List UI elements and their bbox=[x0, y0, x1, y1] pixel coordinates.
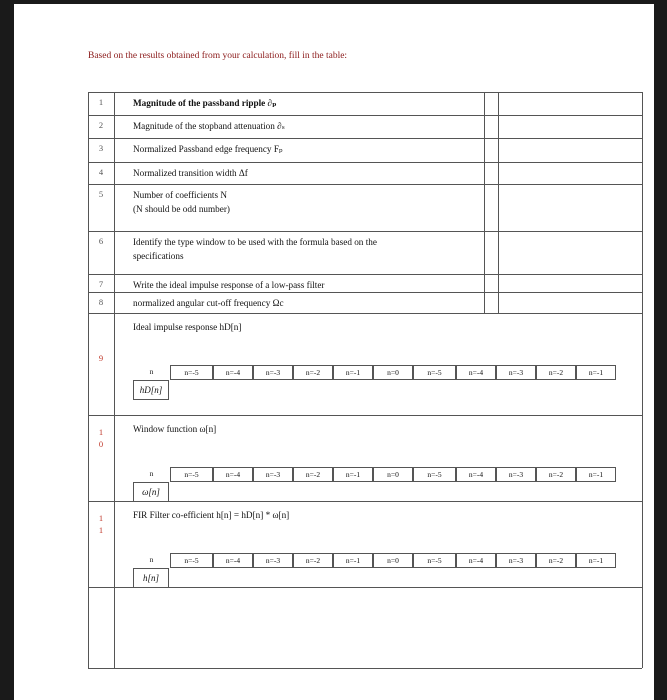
seq-header-cell: n=-4 bbox=[213, 365, 253, 380]
seq-header-cell: n=-5 bbox=[413, 553, 456, 568]
seq-header-cell: n=-3 bbox=[496, 467, 536, 482]
seq-header-cell: n=-3 bbox=[253, 467, 293, 482]
row-label: Ideal impulse response hD[n] bbox=[133, 322, 242, 332]
seq-header-cell: n=-2 bbox=[536, 553, 576, 568]
row-label: Identify the type window to be used with the formula based on the bbox=[133, 237, 377, 247]
table-row-rule bbox=[88, 587, 642, 588]
row-number: 1 bbox=[98, 427, 104, 437]
seq-header-cell: n=-5 bbox=[413, 365, 456, 380]
seq-header-cell: n=-3 bbox=[253, 553, 293, 568]
seq-header-cell: n=-1 bbox=[576, 467, 616, 482]
table-answer-rule-2 bbox=[498, 92, 499, 313]
row-label: normalized angular cut-off frequency Ωc bbox=[133, 298, 284, 308]
row-number: 4 bbox=[98, 167, 104, 177]
row-number: 1 bbox=[98, 525, 104, 535]
seq-header-cell: n=-2 bbox=[293, 467, 333, 482]
row-number: 1 bbox=[98, 513, 104, 523]
seq-header-cell: n=-2 bbox=[536, 467, 576, 482]
seq-header-cell: n=-4 bbox=[213, 553, 253, 568]
document-page bbox=[14, 4, 654, 700]
table-left-rule bbox=[88, 92, 89, 668]
table-row-rule bbox=[88, 274, 642, 275]
seq-header-cell: n=-2 bbox=[536, 365, 576, 380]
row-label-cont: specifications bbox=[133, 251, 184, 261]
row-label: Magnitude of the stopband attenuation ∂ₛ bbox=[133, 121, 285, 131]
seq-header-cell: n=-1 bbox=[333, 553, 373, 568]
row-number: 6 bbox=[98, 236, 104, 246]
seq-header-cell: n=-3 bbox=[253, 365, 293, 380]
seq-header-cell: n=-1 bbox=[333, 467, 373, 482]
table-row-rule bbox=[88, 92, 642, 93]
row-label: FIR Filter co-efficient h[n] = hD[n] * ω[n] bbox=[133, 510, 290, 520]
row-number: 0 bbox=[98, 439, 104, 449]
seq-header-cell: n=-1 bbox=[576, 365, 616, 380]
row-label: Window function ω[n] bbox=[133, 424, 217, 434]
seq-row-label: hD[n] bbox=[133, 380, 169, 400]
row-number: 7 bbox=[98, 279, 104, 289]
seq-header-cell: n=-3 bbox=[496, 553, 536, 568]
seq-header-cell: n bbox=[133, 467, 170, 482]
row-label: Magnitude of the passband ripple ∂ₚ bbox=[133, 98, 277, 108]
table-row-rule bbox=[88, 231, 642, 232]
row-label: Normalized Passband edge frequency Fₚ bbox=[133, 144, 283, 154]
row-label: Number of coefficients N bbox=[133, 190, 227, 200]
seq-header-cell: n=-5 bbox=[170, 553, 213, 568]
table-row-rule bbox=[88, 501, 642, 502]
seq-header-cell: n=0 bbox=[373, 553, 413, 568]
table-right-rule bbox=[642, 92, 643, 668]
seq-header-cell: n=-4 bbox=[456, 365, 496, 380]
instruction-text: Based on the results obtained from your calculation, fill in the table: bbox=[88, 51, 348, 61]
seq-header-cell: n=-1 bbox=[333, 365, 373, 380]
row-number: 3 bbox=[98, 143, 104, 153]
row-number: 5 bbox=[98, 189, 104, 199]
row-label: Normalized transition width Δf bbox=[133, 168, 248, 178]
seq-header-cell: n=0 bbox=[373, 365, 413, 380]
table-num-rule bbox=[114, 92, 115, 668]
table-row-rule bbox=[88, 415, 642, 416]
row-number: 2 bbox=[98, 120, 104, 130]
table-answer-rule bbox=[484, 92, 485, 313]
seq-header-cell: n=-5 bbox=[170, 365, 213, 380]
seq-header-cell: n bbox=[133, 553, 170, 568]
seq-header-cell: n=-2 bbox=[293, 365, 333, 380]
seq-header-cell: n=-5 bbox=[170, 467, 213, 482]
table-row-rule bbox=[88, 162, 642, 163]
table-row-rule bbox=[88, 138, 642, 139]
seq-header-cell: n=-2 bbox=[293, 553, 333, 568]
seq-header-cell: n bbox=[133, 365, 170, 380]
row-number: 1 bbox=[98, 97, 104, 107]
seq-header-cell: n=-5 bbox=[413, 467, 456, 482]
table-row-rule bbox=[88, 313, 642, 314]
table-row-rule bbox=[88, 184, 642, 185]
table-row-rule bbox=[88, 292, 642, 293]
row-number: 9 bbox=[98, 353, 104, 363]
seq-header-cell: n=-4 bbox=[456, 553, 496, 568]
row-label: Write the ideal impulse response of a low-pass filter bbox=[133, 280, 325, 290]
table-row-rule bbox=[88, 668, 642, 669]
seq-header-cell: n=-1 bbox=[576, 553, 616, 568]
seq-header-cell: n=-3 bbox=[496, 365, 536, 380]
seq-row-label: h[n] bbox=[133, 568, 169, 588]
seq-header-cell: n=-4 bbox=[213, 467, 253, 482]
seq-header-cell: n=0 bbox=[373, 467, 413, 482]
seq-header-cell: n=-4 bbox=[456, 467, 496, 482]
seq-row-label: ω[n] bbox=[133, 482, 169, 502]
row-label-cont: (N should be odd number) bbox=[133, 204, 230, 214]
row-number: 8 bbox=[98, 297, 104, 307]
table-row-rule bbox=[88, 115, 642, 116]
